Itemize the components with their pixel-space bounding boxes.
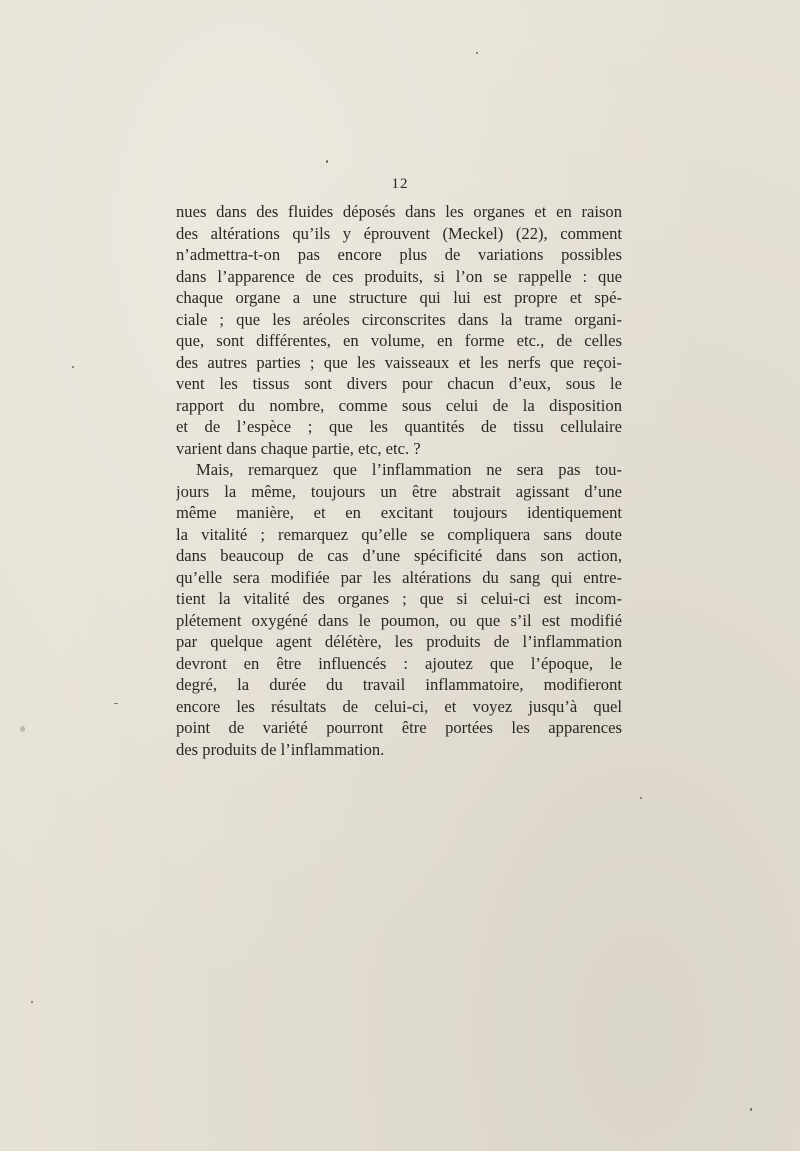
text-line: n’admettra-t-on pas encore plus de variations possibles [176, 245, 622, 264]
text-line: ciale ; que les aréoles circonscrites dans la trame organi- [176, 309, 622, 329]
text-line: des altérations qu’ils y éprouvent (Meckel) (22), comment [176, 223, 622, 243]
paper-speck [326, 160, 328, 163]
text-line: plétement oxygéné dans le poumon, ou que s’il est modifié [176, 610, 622, 630]
text-line: vent les tissus sont divers pour chacun d’eux, sous le [176, 374, 622, 393]
paper-speck [31, 1001, 33, 1003]
text-line: point de variété pourront être portées les apparences [176, 718, 622, 737]
text-line: devront en être influencés : ajoutez que l’époque, le [176, 653, 622, 673]
text-line: encore les résultats de celui-ci, et voyez jusqu’à quel [176, 696, 622, 716]
paper-speck [750, 1108, 752, 1111]
text-line: dans l’apparence de ces produits, si l’on se rappelle : que [176, 266, 622, 286]
text-line: des produits de l’inflammation. [176, 739, 385, 759]
paper-speck [476, 52, 478, 54]
text-line: jours la même, toujours un être abstrait agissant d’une [176, 481, 622, 501]
text-line: même manière, et en excitant toujours identiquement [176, 503, 622, 522]
text-line: nues dans des fluides déposés dans les organes et en raison [176, 202, 622, 221]
text-line: qu’elle sera modifiée par les altérations du sang qui entre- [176, 567, 622, 587]
paper-speck [72, 366, 74, 368]
paper-speck [640, 797, 642, 799]
page-number: 12 [391, 176, 409, 192]
text-line: tient la vitalité des organes ; que si celui-ci est incom- [176, 589, 622, 608]
text-line: chaque organe a une structure qui lui est propre et spé- [176, 288, 622, 307]
text-line: que, sont différentes, en volume, en forme etc., de celles [176, 331, 622, 350]
paper-speck [20, 726, 25, 732]
text-line: par quelque agent délétère, les produits de l’inflammation [176, 632, 622, 651]
text-line: la vitalité ; remarquez qu’elle se compliquera sans doute [176, 524, 622, 544]
text-line: et de l’espèce ; que les quantités de tissu cellulaire [176, 417, 622, 436]
body-text [176, 201, 622, 760]
paragraph-first-line: Mais, remarquez que l’inflammation ne sera pas tou- [196, 460, 622, 479]
text-line: des autres parties ; que les vaisseaux et les nerfs que reçoi- [176, 352, 622, 372]
text-line: rapport du nombre, comme sous celui de la disposition [176, 395, 622, 415]
text-line: degré, la durée du travail inflammatoire, modifieront [176, 675, 622, 694]
text-line: dans beaucoup de cas d’une spécificité dans son action, [176, 546, 622, 565]
text-line: varient dans chaque partie, etc, etc. ? [176, 438, 421, 458]
paper-speck [114, 703, 118, 704]
